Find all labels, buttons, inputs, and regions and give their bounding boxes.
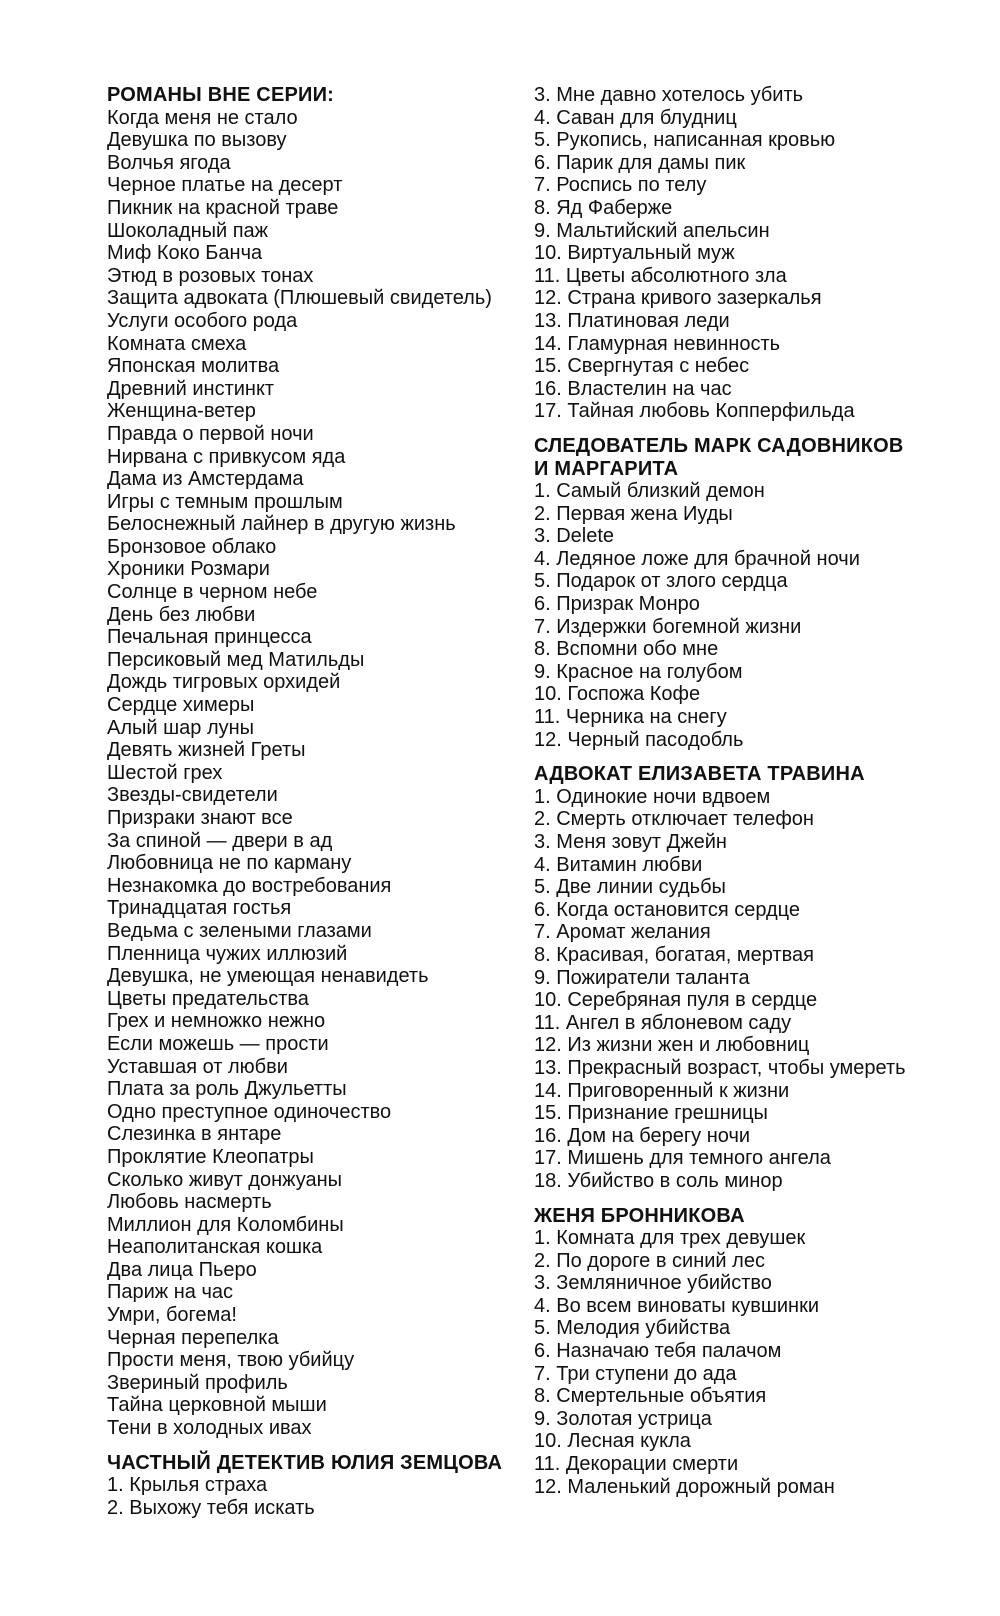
book-title: 2. Выхожу тебя искать [107, 1496, 315, 1519]
book-title: 8. Смертельные объятия [534, 1385, 767, 1408]
book-title: 15. Признание грешницы [534, 1102, 768, 1125]
book-title: Хроники Розмари [107, 558, 270, 581]
section-heading: ЖЕНЯ БРОННИКОВА [534, 1204, 745, 1227]
book-title: 5. Мелодия убийства [534, 1317, 731, 1340]
book-title: Когда меня не стало [107, 106, 298, 129]
section-heading: РОМАНЫ ВНЕ СЕРИИ: [107, 84, 335, 106]
book-title: Древний инстинкт [107, 377, 275, 400]
book-list [107, 1474, 507, 1519]
book-title: Прости меня, твою убийцу [107, 1349, 355, 1372]
book-title: Ведьма с зелеными глазами [107, 919, 372, 942]
book-title: Черное платье на десерт [107, 174, 343, 197]
book-title: 1. Комната для трех девушек [534, 1227, 806, 1250]
section-standalone-novels [107, 84, 507, 1440]
book-title: Нирвана с привкусом яда [107, 445, 346, 468]
book-title: 5. Подарок от злого сердца [534, 570, 788, 593]
book-title: 6. Когда остановится сердце [534, 898, 801, 921]
book-title: Слезинка в янтаре [107, 1123, 282, 1146]
book-title: Шоколадный паж [107, 219, 269, 242]
book-title: 6. Парик для дамы пик [534, 151, 746, 174]
book-title: Два лица Пьеро [107, 1258, 257, 1281]
book-title: 6. Назначаю тебя палачом [534, 1340, 782, 1363]
section-heading-continued: И МАРГАРИТА [534, 457, 679, 480]
book-title: Умри, богема! [107, 1304, 237, 1327]
book-title: 1. Самый близкий демон [534, 480, 765, 503]
book-title: Тени в холодных ивах [107, 1417, 312, 1440]
book-title: Печальная принцесса [107, 626, 312, 649]
book-title: Комната смеха [107, 332, 247, 355]
book-title: 8. Яд Фаберже [534, 196, 673, 219]
book-title: 1. Крылья страха [107, 1474, 268, 1497]
book-title: Девять жизней Греты [107, 739, 306, 762]
book-title: 7. Три ступени до ада [534, 1362, 737, 1385]
book-title: Грех и немножко нежно [107, 1010, 326, 1033]
book-title: 3. Delete [534, 525, 615, 548]
book-title: Проклятие Клеопатры [107, 1145, 314, 1168]
book-title: 9. Мальтийский апельсин [534, 219, 770, 242]
book-title: Шестой грех [107, 761, 223, 784]
book-title: Бронзовое облако [107, 535, 277, 558]
book-title: 13. Прекрасный возраст, чтобы умереть [534, 1056, 906, 1079]
book-title: Персиковый мед Матильды [107, 648, 365, 671]
book-title: 3. Мне давно хотелось убить [534, 84, 804, 106]
book-title: 5. Две линии судьбы [534, 876, 726, 899]
book-title: 15. Свергнутая с небес [534, 355, 750, 378]
book-title: Девушка, не умеющая ненавидеть [107, 965, 429, 988]
book-title: 13. Платиновая леди [534, 309, 730, 332]
book-title: Любовь насмерть [107, 1191, 272, 1214]
book-title: Миллион для Коломбины [107, 1213, 344, 1236]
book-title: Звезды-свидетели [107, 784, 278, 807]
book-title: Сердце химеры [107, 694, 255, 717]
book-title: Звериный профиль [107, 1371, 288, 1394]
book-title: 1. Одинокие ночи вдвоем [534, 785, 771, 808]
book-title: Волчья ягода [107, 151, 231, 174]
book-title: 5. Рукопись, написанная кровью [534, 129, 836, 152]
book-title: Если можешь — прости [107, 1032, 329, 1055]
book-list [534, 84, 974, 423]
book-title: Тайна церковной мыши [107, 1394, 327, 1417]
book-title: 12. Черный пасодобль [534, 728, 744, 751]
book-title: 9. Золотая устрица [534, 1407, 712, 1430]
book-title: Солнце в черном небе [107, 581, 318, 604]
book-title: 7. Издержки богемной жизни [534, 615, 802, 638]
book-title: Любовница не по карману [107, 852, 352, 875]
book-title: 2. Первая жена Иуды [534, 502, 733, 525]
book-list [107, 107, 507, 1440]
book-title: 11. Декорации смерти [534, 1453, 739, 1476]
book-title: 17. Тайная любовь Копперфильда [534, 400, 855, 423]
book-title: Пленница чужих иллюзий [107, 942, 348, 965]
section-zemtsova-series [107, 1452, 507, 1520]
section-sadovnikov-series [534, 435, 974, 751]
book-title: 11. Черника на снегу [534, 706, 727, 729]
book-title: 11. Цветы абсолютного зла [534, 264, 787, 287]
book-title: 10. Лесная кукла [534, 1430, 691, 1453]
book-title: День без любви [107, 603, 256, 626]
book-title: Одно преступное одиночество [107, 1100, 392, 1123]
book-title: 2. По дороге в синий лес [534, 1249, 765, 1272]
book-title: 4. Саван для блудниц [534, 106, 737, 129]
book-title: Белоснежный лайнер в другую жизнь [107, 513, 456, 536]
book-title: Женщина-ветер [107, 400, 256, 423]
section-heading: СЛЕДОВАТЕЛЬ МАРК САДОВНИКОВ [534, 434, 904, 457]
book-title: Пикник на красной траве [107, 196, 339, 219]
book-title: 16. Дом на берегу ночи [534, 1124, 751, 1147]
book-title: 14. Приговоренный к жизни [534, 1079, 790, 1102]
book-title: 8. Вспомни обо мне [534, 638, 719, 661]
book-title: 7. Аромат желания [534, 921, 711, 944]
book-title: Этюд в розовых тонах [107, 264, 314, 287]
book-title: 17. Мишень для темного ангела [534, 1147, 831, 1170]
book-title: 12. Из жизни жен и любовниц [534, 1034, 810, 1057]
book-title: Цветы предательства [107, 987, 309, 1010]
book-title: Дама из Амстердама [107, 468, 304, 491]
book-list [534, 1227, 974, 1498]
book-title: Девушка по вызову [107, 129, 287, 152]
book-title: 11. Ангел в яблоневом саду [534, 1011, 792, 1034]
book-title: За спиной — двери в ад [107, 829, 333, 852]
book-title: Японская молитва [107, 355, 280, 378]
book-title: Защита адвоката (Плюшевый свидетель) [107, 287, 492, 310]
book-title: 10. Госпожа Кофе [534, 683, 701, 706]
book-title: 4. Витамин любви [534, 853, 703, 876]
book-title: Плата за роль Джульетты [107, 1078, 347, 1101]
book-list [534, 480, 974, 751]
book-title: 6. Призрак Монро [534, 593, 700, 616]
book-title: 12. Страна кривого зазеркалья [534, 287, 822, 310]
book-title: 16. Властелин на час [534, 377, 732, 400]
book-list [534, 786, 974, 1193]
book-title: 3. Меня зовут Джейн [534, 831, 727, 853]
book-title: Правда о первой ночи [107, 422, 314, 445]
section-heading: АДВОКАТ ЕЛИЗАВЕТА ТРАВИНА [534, 763, 865, 786]
book-title: 10. Серебряная пуля в сердце [534, 989, 818, 1012]
right-column [534, 84, 974, 1498]
book-title: Дождь тигровых орхидей [107, 671, 341, 694]
book-title: Тринадцатая гостья [107, 897, 292, 920]
section-travina-series [534, 763, 974, 1192]
book-title: 14. Гламурная невинность [534, 332, 781, 355]
book-title: Неаполитанская кошка [107, 1236, 323, 1259]
book-title: 7. Роспись по телу [534, 174, 707, 197]
book-title: 9. Пожиратели таланта [534, 966, 750, 989]
book-title: Призраки знают все [107, 807, 293, 829]
book-title: 2. Смерть отключает телефон [534, 808, 814, 831]
book-title: Незнакомка до востребования [107, 874, 392, 897]
book-title: 12. Маленький дорожный роман [534, 1475, 835, 1498]
book-title: Игры с темным прошлым [107, 490, 343, 513]
book-title: Черная перепелка [107, 1326, 279, 1349]
section-bronnikova-series [534, 1205, 974, 1499]
book-title: Уставшая от любви [107, 1055, 288, 1078]
book-title: Алый шар луны [107, 716, 255, 739]
book-title: 4. Ледяное ложе для брачной ночи [534, 547, 860, 570]
section-heading: ЧАСТНЫЙ ДЕТЕКТИВ ЮЛИЯ ЗЕМЦОВА [107, 1451, 503, 1474]
book-title: Услуги особого рода [107, 309, 298, 332]
book-title: Сколько живут донжуаны [107, 1168, 343, 1191]
book-title: Миф Коко Банча [107, 242, 263, 265]
book-title: 9. Красное на голубом [534, 660, 743, 683]
book-title: 4. Во всем виноваты кувшинки [534, 1294, 820, 1317]
book-title: 10. Виртуальный муж [534, 242, 735, 265]
book-title: 18. Убийство в соль минор [534, 1169, 783, 1192]
book-title: 8. Красивая, богатая, мертвая [534, 943, 814, 966]
section-zemtsova-series-continued [534, 84, 974, 423]
left-column [107, 84, 507, 1519]
book-title: Париж на час [107, 1281, 233, 1304]
book-title: 3. Земляничное убийство [534, 1272, 772, 1295]
